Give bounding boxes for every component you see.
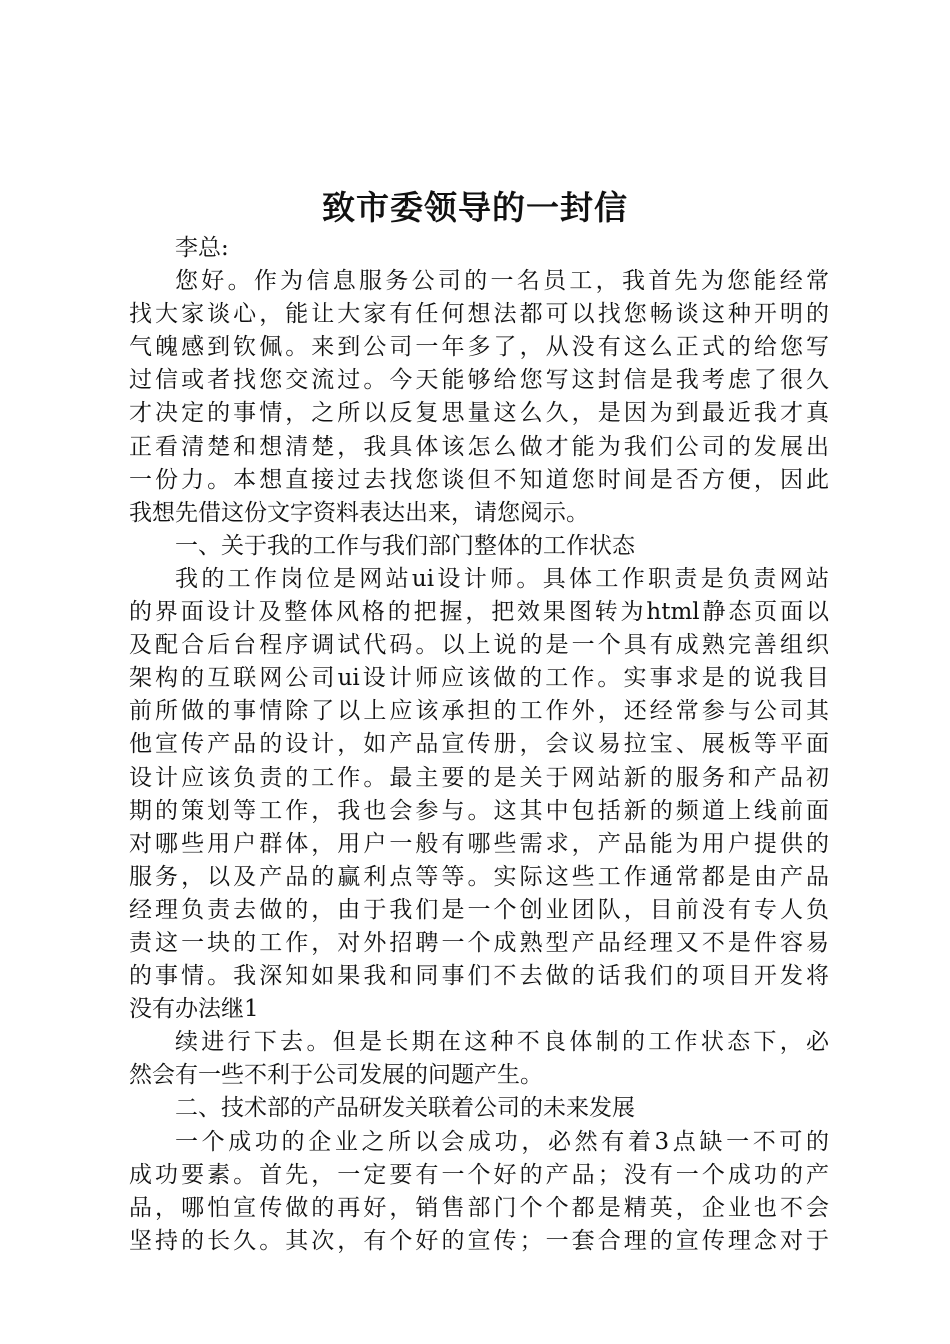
text-line: 过信或者找您交流过。今天能够给您写这封信是我考虑了很久 [129, 367, 829, 394]
text-line: 服务，以及产品的赢利点等等。实际这些工作通常都是由产品 [129, 863, 829, 890]
text-line: 的事情。我深知如果我和同事们不去做的话我们的项目开发将 [129, 963, 829, 990]
document-title: 致市委领导的一封信 [322, 188, 628, 227]
text-line: 二、技术部的产品研发关联着公司的未来发展 [175, 1095, 635, 1122]
text-line: 责这一块的工作，对外招聘一个成熟型产品经理又不是件容易 [129, 929, 829, 956]
document-body [129, 232, 829, 1258]
text-line: 坚持的长久。其次，有个好的宣传；一套合理的宣传理念对于 [129, 1227, 829, 1254]
text-line: 一、关于我的工作与我们部门整体的工作状态 [175, 532, 635, 559]
text-line: 我想先借这份文字资料表达出来，请您阅示。 [129, 499, 589, 526]
text-line: 才决定的事情，之所以反复思量这么久，是因为到最近我才真 [129, 400, 829, 427]
text-line: 前所做的事情除了以上应该承担的工作外，还经常参与公司其 [129, 698, 829, 725]
text-line: 的界面设计及整体风格的把握，把效果图转为html静态页面以 [129, 599, 829, 626]
text-line: 架构的互联网公司ui设计师应该做的工作。实事求是的说我目 [129, 665, 829, 692]
text-line: 找大家谈心，能让大家有任何想法都可以找您畅谈这种开明的 [129, 301, 829, 328]
text-line: 我的工作岗位是网站ui设计师。具体工作职责是负责网站 [175, 565, 829, 592]
text-line: 对哪些用户群体，用户一般有哪些需求，产品能为用户提供的 [129, 830, 829, 857]
text-line: 没有办法继1 [129, 996, 259, 1023]
text-line: 成功要素。首先，一定要有一个好的产品；没有一个成功的产 [129, 1161, 829, 1188]
text-line: 正看清楚和想清楚，我具体该怎么做才能为我们公司的发展出 [129, 433, 829, 460]
text-line: 一个成功的企业之所以会成功，必然有着3点缺一不可的 [175, 1128, 829, 1155]
text-line: 品，哪怕宣传做的再好，销售部门个个都是精英，企业也不会 [129, 1194, 829, 1221]
text-line: 您好。作为信息服务公司的一名员工，我首先为您能经常 [175, 268, 829, 295]
text-line: 及配合后台程序调试代码。以上说的是一个具有成熟完善组织 [129, 632, 829, 659]
text-line: 期的策划等工作，我也会参与。这其中包括新的频道上线前面 [129, 797, 829, 824]
text-line: 他宣传产品的设计，如产品宣传册，会议易拉宝、展板等平面 [129, 731, 829, 758]
text-line: 然会有一些不利于公司发展的问题产生。 [129, 1062, 543, 1089]
text-line: 李总: [175, 235, 229, 261]
text-line: 续进行下去。但是长期在这种不良体制的工作状态下，必 [175, 1029, 829, 1056]
text-line: 一份力。本想直接过去找您谈但不知道您时间是否方便，因此 [129, 466, 829, 493]
text-line: 设计应该负责的工作。最主要的是关于网站新的服务和产品初 [129, 764, 829, 791]
text-line: 经理负责去做的，由于我们是一个创业团队，目前没有专人负 [129, 896, 829, 923]
text-line: 气魄感到钦佩。来到公司一年多了，从没有这么正式的给您写 [129, 334, 829, 361]
